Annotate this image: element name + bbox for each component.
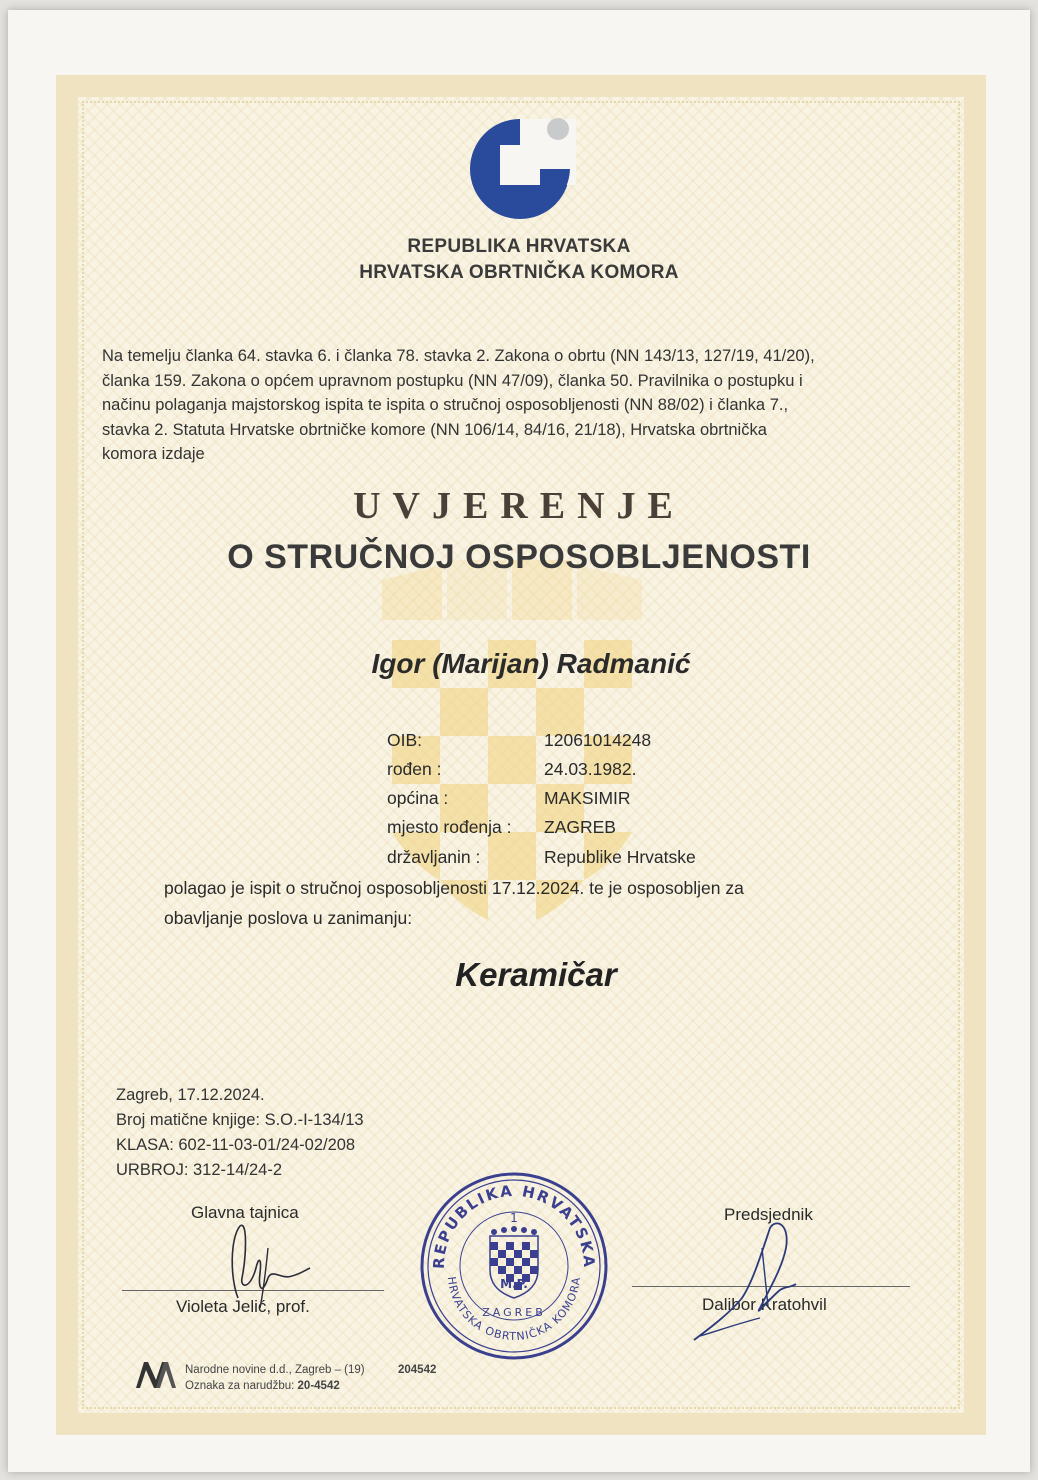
born-label: rođen : <box>387 759 442 779</box>
order-value: 20-4542 <box>297 1380 340 1392</box>
born-value: 24.03.1982. <box>544 759 637 779</box>
citizenship-label: državljanin : <box>387 847 481 867</box>
birthplace-label: mjesto rođenja : <box>387 817 512 837</box>
holder-name: Igor (Marijan) Radmanić <box>371 648 691 679</box>
printer-line: Narodne novine d.d., Zagreb – (19) <box>185 1364 365 1376</box>
legal-basis-line: Na temelju članka 64. stavka 6. i članka 78. stavka 2. Zakona o obrtu (NN 143/13, 127/19, 41/20), <box>102 347 815 365</box>
urbroj: URBROJ: 312-14/24-2 <box>116 1161 282 1179</box>
seal-city: ZAGREB <box>482 1306 546 1319</box>
municipality-value: MAKSIMIR <box>544 788 631 808</box>
oib-value: 12061014248 <box>544 730 652 750</box>
narodne-novine-logo <box>134 1360 178 1390</box>
seal-top-text: REPUBLIKA HRVATSKA <box>429 1181 599 1270</box>
left-signatory-name: Violeta Jelić, prof. <box>176 1297 310 1316</box>
left-signatory-title: Glavna tajnica <box>191 1203 299 1222</box>
legal-basis-text <box>102 344 962 467</box>
document-subtitle: O STRUČNOJ OSPOSOBLJENOSTI <box>227 538 811 576</box>
register-number: Broj matične knjige: S.O.-I-134/13 <box>116 1111 364 1129</box>
header-chamber: HRVATSKA OBRTNIČKA KOMORA <box>359 262 679 283</box>
legal-basis-line: načinu polaganja majstorskog ispita te ispita o stručnoj osposobljenosti (NN 88/02) i članka 7., <box>102 396 789 414</box>
official-seal <box>418 1170 610 1362</box>
order-label: Oznaka za narudžbu: <box>185 1380 295 1392</box>
statement-line-1: polagao je ispit o stručnoj osposobljenosti 17.12.2024. te je osposobljen za <box>164 878 744 898</box>
right-signatory-name: Dalibor Kratohvil <box>702 1295 827 1314</box>
right-signatory-title: Predsjednik <box>724 1205 813 1224</box>
header-republic: REPUBLIKA HRVATSKA <box>407 236 631 257</box>
klasa: KLASA: 602-11-03-01/24-02/208 <box>116 1136 356 1154</box>
printer-code: 204542 <box>398 1364 437 1376</box>
occupation: Keramičar <box>455 956 617 993</box>
seal-mp: M.P. <box>500 1277 528 1291</box>
seal-bottom-text: HRVATSKA OBRTNIČKA KOMORA <box>444 1275 584 1344</box>
hok-logo <box>470 115 576 221</box>
birthplace-value: ZAGREB <box>544 817 616 837</box>
statement-line-2: obavljanje poslova u zanimanju: <box>164 908 413 928</box>
left-handwritten-signature <box>210 1218 320 1313</box>
legal-basis-line: komora izdaje <box>102 445 205 463</box>
place-date: Zagreb, 17.12.2024. <box>116 1086 265 1104</box>
document-title: UVJERENJE <box>353 485 685 527</box>
citizenship-value: Republike Hrvatske <box>544 847 696 867</box>
oib-label: OIB: <box>387 730 423 750</box>
right-handwritten-signature <box>690 1218 820 1348</box>
municipality-label: općina : <box>387 788 449 808</box>
order-line <box>185 1380 340 1392</box>
legal-basis-line: članka 159. Zakona o općem upravnom postupku (NN 47/09), članka 50. Pravilnika o postupku i <box>102 371 803 390</box>
legal-basis-line: stavka 2. Statuta Hrvatske obrtničke komore (NN 106/14, 84/16, 21/18), Hrvatska obrtnička <box>102 420 767 439</box>
seal-number: 1 <box>510 1211 518 1225</box>
